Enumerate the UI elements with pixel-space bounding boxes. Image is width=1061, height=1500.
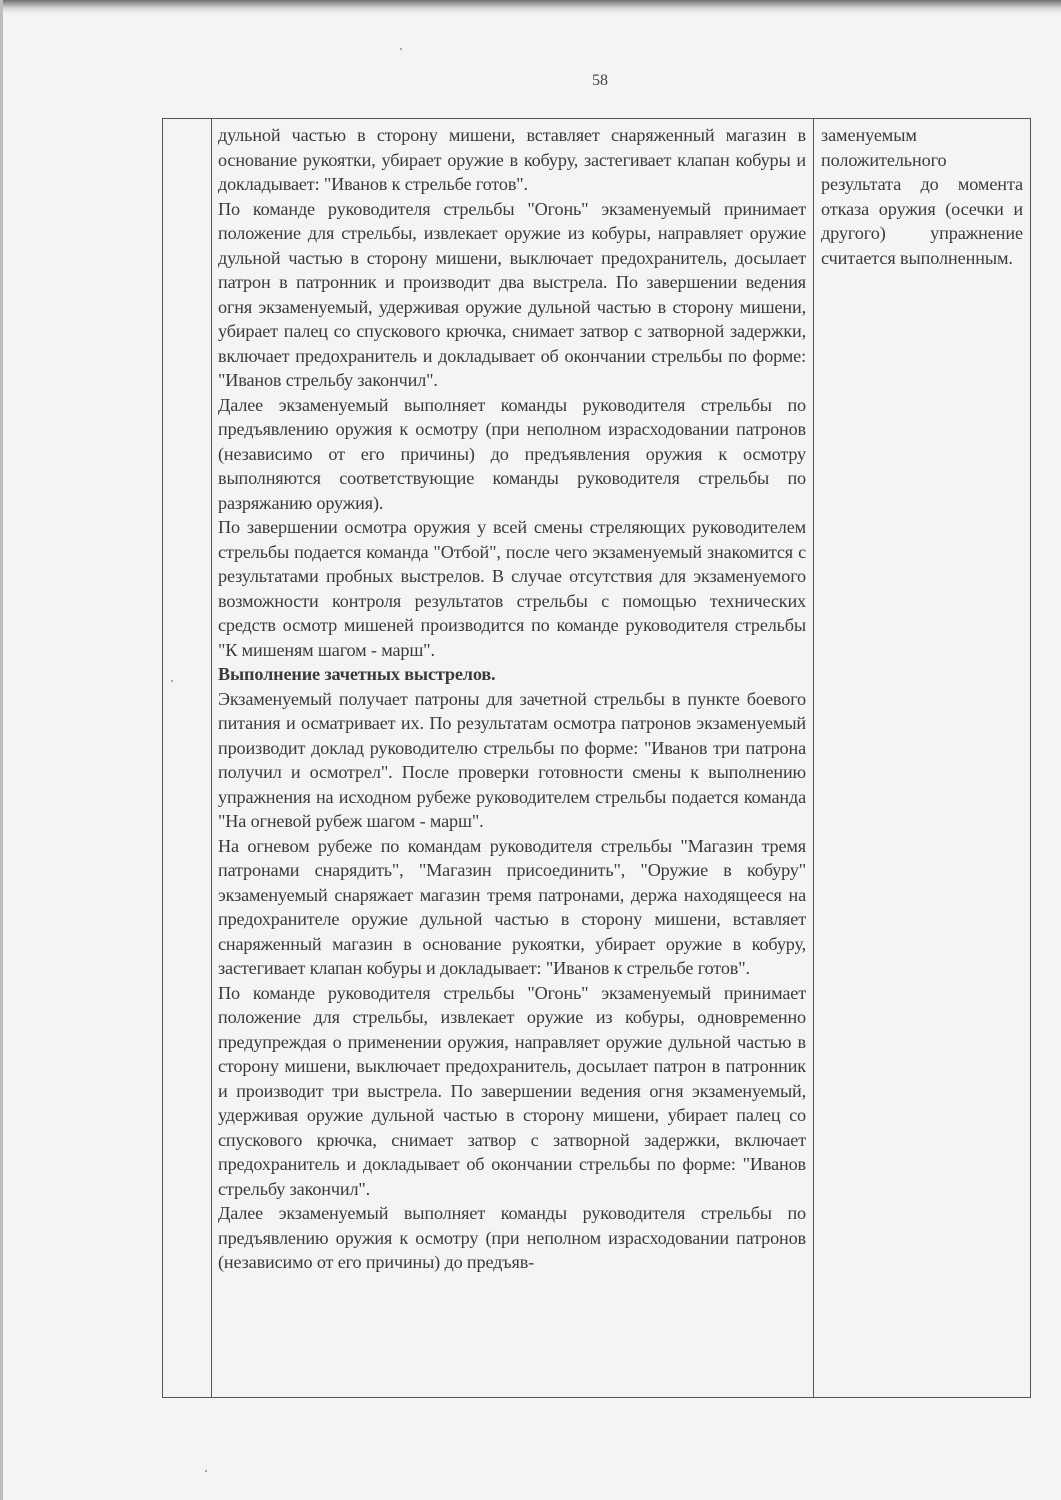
paragraph: Далее экзаменуемый выполняет команды руководителя стрельбы по предъявлению оружия к осмотру (при неполном израсходовании патронов (независимо от его причины) до предъявления оружия к осмотру выполняются соответствующие команды руководителя стрельбы по разряжанию оружия). xyxy=(218,394,806,513)
document-table xyxy=(162,118,1031,1398)
paragraph: По команде руководителя стрельбы "Огонь" экзаменуемый принимает положение для стрельбы, извлекает оружие из кобуры, одновременно предупреждая о применении оружия, направляет оружие дульной частью в сторону мишени, выключает предохранитель, досылает патрон в патронник и производит три выстрела. По завершении ведения огня экзаменуемый, удерживая оружие дульной частью в сторону мишени, убирает палец со спускового крючка, снимает затвор с затворной задержки, включает предохранитель и докладывает об окончании стрельбы по форме: "Иванов стрельбу закончил". xyxy=(218,982,806,1199)
table-note-column xyxy=(821,123,1023,270)
column-divider xyxy=(813,119,814,1397)
table-empty-column xyxy=(163,119,211,1397)
paragraph: На огневом рубеже по командам руководителя стрельбы "Магазин тремя патронами снарядить", "Магазин присоединить", "Оружие в кобуру" экзаменуемый снаряжает магазин тремя патронами, держа находящееся на предохранителе оружие дульной частью в сторону мишени, вставляет снаряженный магазин в основание рукоятки, убирает оружие в кобуру, застегивает клапан кобуры и докладывает: "Иванов к стрельбе готов". xyxy=(218,835,806,978)
scan-edge xyxy=(0,0,3,1500)
paragraph: По завершении осмотра оружия у всей смены стреляющих руководителем стрельбы подается команда "Отбой", после чего экзаменуемый знакомится с результатами пробных выстрелов. В случае отсутствия для экзаменуемого возможности контроля результатов стрельбы с помощью технических средств осмотр мишеней производится по команде руководителя стрельбы "К мишеням шагом - марш". xyxy=(218,517,806,660)
table-main-column xyxy=(218,123,806,1275)
page-number: 58 xyxy=(592,72,608,89)
paragraph: дульной частью в сторону мишени, вставляет снаряженный магазин в основание рукоятки, убирает оружие в кобуру, застегивает клапан кобуры и докладывает: "Иванов к стрельбе готов". xyxy=(218,125,806,194)
scan-speck xyxy=(171,680,173,682)
scan-shadow xyxy=(0,0,1061,14)
paragraph: Далее экзаменуемый выполняет команды руководителя стрельбы по предъявлению оружия к осмотру (при неполном израсходовании патронов (независимо от его причины) до предъяв- xyxy=(218,1203,806,1272)
paragraph: По команде руководителя стрельбы "Огонь" экзаменуемый принимает положение для стрельбы, извлекает оружие из кобуры, направляет оружие дульной частью в сторону мишени, выключает предохранитель, досылает патрон в патронник и производит два выстрела. По завершении ведения огня экзаменуемый, удерживая оружие дульной частью в сторону мишени, убирает палец со спускового крючка, снимает затвор с затворной задержки, включает предохранитель и докладывает об окончании стрельбы по форме: "Иванов стрельбу закончил". xyxy=(218,198,806,390)
scan-speck xyxy=(400,48,402,50)
scan-speck xyxy=(205,1470,207,1472)
paragraph: Экзаменуемый получает патроны для зачетной стрельбы в пункте боевого питания и осматривает их. По результатам осмотра патронов экзаменуемый производит доклад руководителю стрельбы по форме: "Иванов три патрона получил и осмотрел". После проверки готовности смены к выполнению упражнения на исходном рубеже руководителем стрельбы подается команда "На огневой рубеж шагом - марш". xyxy=(218,688,806,831)
column-divider xyxy=(211,119,212,1397)
note-text: заменуемым положительного результата до момента отказа оружия (осечки и другого) упражнение считается выполненным. xyxy=(821,125,1023,268)
section-heading: Выполнение зачетных выстрелов. xyxy=(218,664,496,684)
